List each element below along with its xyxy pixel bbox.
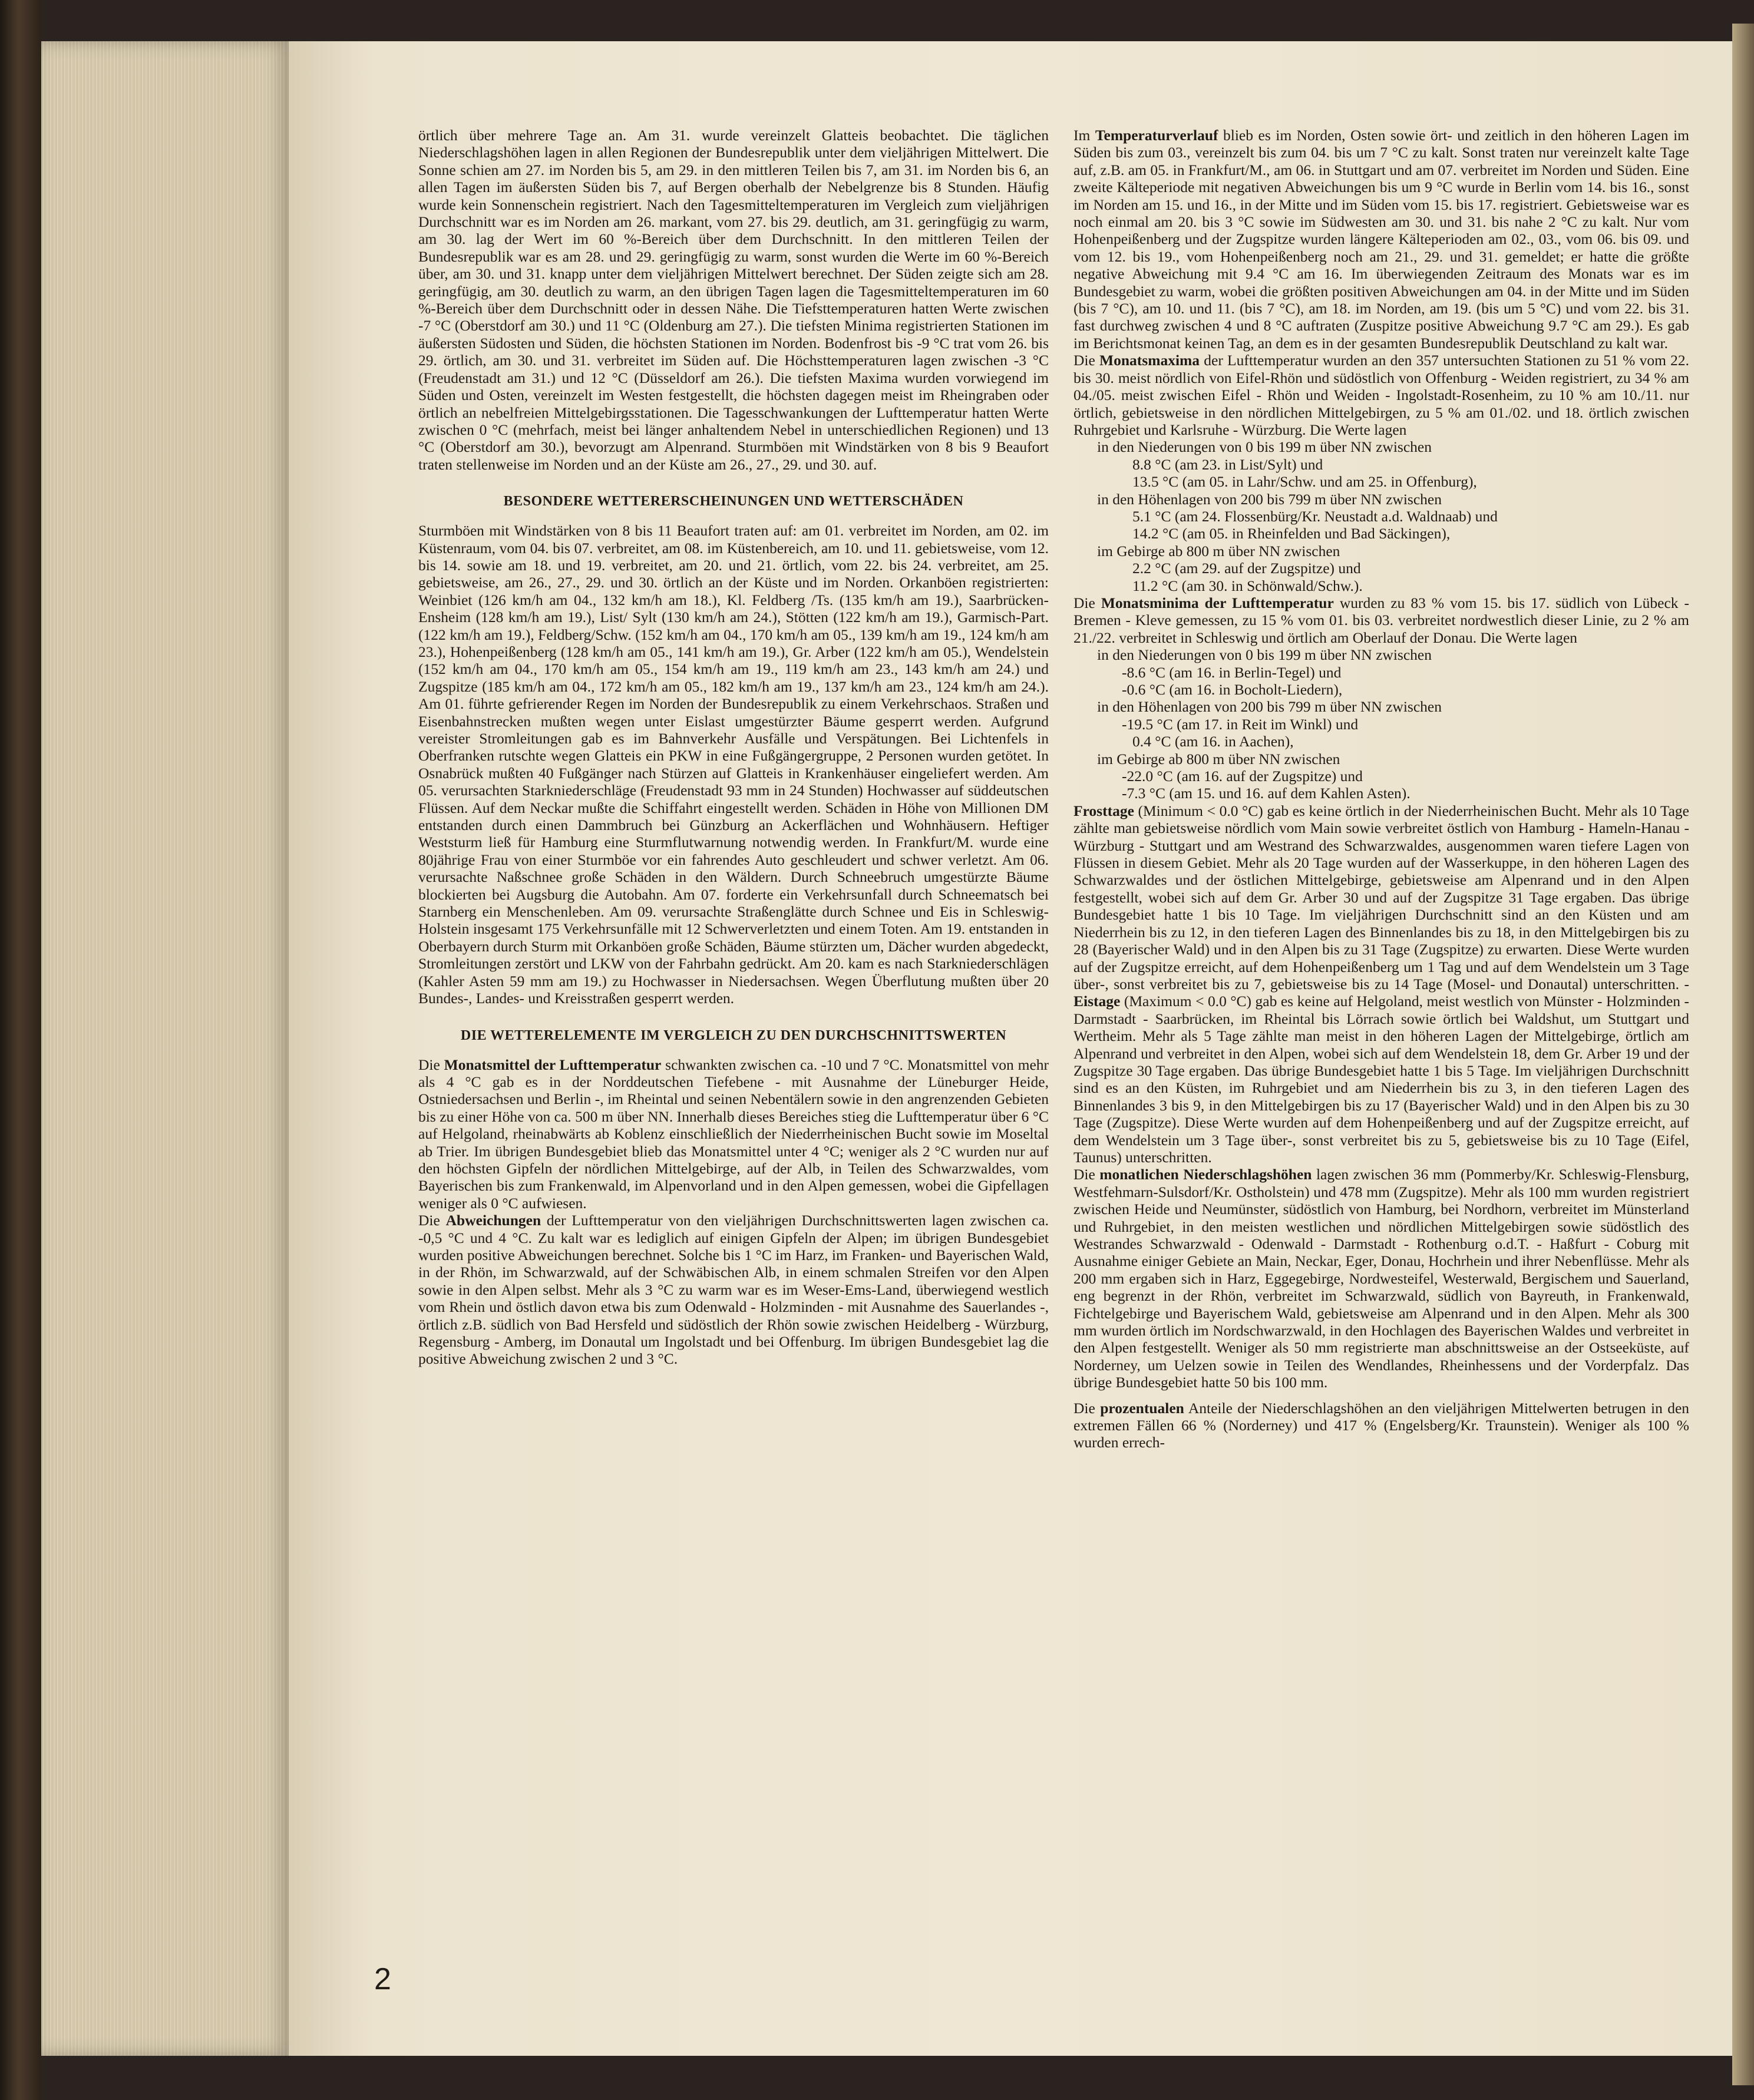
precipitation-percent-paragraph <box>1073 1400 1689 1451</box>
value-line: 8.8 °C (am 23. in List/Sylt) und <box>1132 455 1323 473</box>
monthly-mean-paragraph <box>418 1056 1049 1212</box>
para-keyword: Monatsminima der Lufttemperatur <box>1101 594 1334 611</box>
monthly-maxima-paragraph <box>1073 352 1689 438</box>
para-text: der Lufttemperatur wurden an den 357 untersuchten Stationen zu 51 % vom 22. bis 30. meist nördlich von Eifel-Rhön und südöstlich von Offenburg - Weiden registriert, zu 34 % am 04./05. meist zwischen Eifel - Rhön und Weiden - Ingolstadt-Rosenheim, zu 10 % am 10./11. nur örtlich, gebietsweise in den nördlichen Mittelgebirgen, zu 5 % am 01./02. und 18. örtlich zwischen Ruhrgebiet und Karlsruhe - Würzburg. Die Werte lagen <box>1073 352 1689 438</box>
right-column <box>1073 127 1689 1451</box>
para-text: blieb es im Norden, Osten sowie ört- und zeitlich in den höheren Lagen im Süden bis zum 03., vereinzelt bis zum 04. bis um 7 °C zu kalt. Sonst traten nur vereinzelt kalte Tage auf, z.B. am 05. in Frankfurt/M., am 06. in Stuttgart und am 07. verbreitet im Norden und Süden. Eine zweite Kälteperiode mit negativen Abweichungen bis um 9 °C wurde in Berlin vom 14. bis 16., sonst im Norden am 15. und 16., in der Mitte und im Süden vom 15. bis 17. registriert. Gebietsweise war es noch einmal am 20. bis 3 °C sowie im Südwesten am 30. und 31. bis nahe 2 °C zu kalt. Nur vom Hohenpeißenberg und der Zugspitze wurden längere Kälteperioden am 02., 03., vom 06. bis 09. und vom 12. bis 19., vom Hohenpeißenberg noch am 21., 29. und 31. gemeldet; er hatte die größte negative Abweichung mit 9.4 °C am 16. Im überwiegenden Zeitraum des Monats war es im Bundesgebiet zu warm, wobei die größten positiven Abweichungen am 04. in der Mitte und im Süden (bis 7 °C), am 10. und 11. (bis 7 °C), am 18. im Norden, am 19. (bis um 5 °C) und vom 22. bis 31. fast durchweg zwischen 4 und 8 °C auftraten (Zuspitze positive Abweichung 9.7 °C am 29.). Es gab im Berichtsmonat keinen Tag, an dem es in der gesamten Bundesrepublik Deutschland zu kalt war. <box>1073 127 1689 352</box>
maxima-list <box>1073 438 1689 594</box>
book-spine <box>0 0 41 2100</box>
para-lead: Im <box>1073 127 1091 144</box>
intro-paragraph: örtlich über mehrere Tage an. Am 31. wurde vereinzelt Glatteis beobachtet. Die täglichen Niederschlagshöhen lagen in allen Regionen der Bundesrepublik unter dem vieljährigen Mittelwert. Die Sonne schien am 27. im Norden bis 5, am 29. in den mittleren Teilen bis 7, am 31. im Norden bis 6, an allen Tagen im äußersten Süden bis 7, auf Bergen oberhalb der Nebelgrenze bis 8 Stunden. Häufig wurde kein Sonnenschein registriert. Nach den Tagesmitteltemperaturen im Vergleich zum vieljährigen Durchschnitt war es im Norden am 26. markant, vom 27. bis 29. deutlich, am 31. geringfügig zu warm, am 30. lag der Wert im 60 %-Bereich über dem Durchschnitt. In den mittleren Teilen der Bundesrepublik war es am 28. und 29. geringfügig zu warm, sonst wurden die Werte im 60 %-Bereich über, am 30. und 31. knapp unter dem vieljährigen Mittelwert berechnet. Der Süden zeigte sich am 28. geringfügig, am 30. deutlich zu warm, an den übrigen Tagen lagen die Tagesmitteltemperaturen im 60 %-Bereich über dem Durchschnitt oder in dessen Nähe. Die Tiefsttemperaturen hatten Werte zwischen -7 °C (Oberstdorf am 30.) und 11 °C (Oldenburg am 27.). Die tiefsten Minima registrierten Stationen im äußersten Südosten und Süden, die höchsten Stationen im Norden. Bodenfrost bis -9 °C trat vom 26. bis 29. örtlich, am 30. und 31. verbreitet im Süden auf. Die Höchsttemperaturen lagen zwischen -3 °C (Freudenstadt am 31.) und 12 °C (Düsseldorf am 26.). Die tiefsten Maxima wurden vorwiegend im Süden und Osten, vereinzelt im Westen festgestellt, die höchsten dagegen meist im Rheingraben oder örtlich an nebelfreien Mittelgebirgsstationen. Die Tagesschwankungen der Lufttemperatur hatten Werte zwischen 0 °C (mehrfach, meist bei länger anhaltendem Nebel in unterschiedlichen Regionen) und 13 °C (Oberstdorf am 30.), bevorzugt am Alpenrand. Sturmböen mit Windstärken von 8 bis 9 Beaufort traten stellenweise im Norden und an der Küste am 26., 27., 29. und 30. auf. <box>418 127 1049 473</box>
value-line: 5.1 °C (am 24. Flossenbürg/Kr. Neustadt a.d. Waldnaab) und <box>1132 507 1498 525</box>
value-line: 2.2 °C (am 29. auf der Zugspitze) und <box>1132 560 1361 577</box>
value-line: in den Niederungen von 0 bis 199 m über NN zwischen <box>1097 438 1432 456</box>
value-line: in den Niederungen von 0 bis 199 m über NN zwischen <box>1097 646 1432 664</box>
value-line: 0.4 °C (am 16. in Aachen), <box>1132 733 1294 750</box>
section-heading-weather-phenomena: BESONDERE WETTERERSCHEINUNGEN UND WETTERSCHÄDEN <box>503 494 964 510</box>
value-line: -8.6 °C (am 16. in Berlin-Tegel) und <box>1122 663 1342 681</box>
para-text: (Minimum < 0.0 °C) gab es keine örtlich in der Niederrheinischen Bucht. Mehr als 10 Tage zählte man gebietsweise nördlich vom Main sowie verbreitet östlich von Hamburg - Hameln-Hanau - Würzburg - Stuttgart und am Westrand des Schwarzwaldes, ausgenommen waren tiefere Lagen von Flüssen in diesem Gebiet. Mehr als 20 Tage wurden auf der Wasserkuppe, in den höheren Lagen des Schwarzwaldes und der östlichen Mittelgebirge, gebietsweise am Alpenrand und in den Alpen festgestellt, wobei sich auf dem Gr. Arber 30 und auf der Zugspitze 31 Tage ergaben. Das übrige Bundesgebiet hatte 1 bis 10 Tage. Im vieljährigen Durchschnitt sind an den Küsten und am Niederrhein bis zu 12, in den tieferen Lagen des Binnenlandes bis zu 18, in den Mittelgebirgen bis zu 28 (Bayerischer Wald) und in den Alpen bis zu 31 Tage (Zugspitze) zu erwarten. Diese Werte wurden auf der Zugspitze erreicht, auf dem Hohenpeißenberg um 1 Tag und auf dem Wendelstein um 3 Tage über-, sonst verbreitet bis zu 7, gebietsweise bis zu 14 Tage (Mosel- und Donautal) unterschritten. - <box>1073 802 1690 993</box>
temperature-course-paragraph <box>1073 127 1689 352</box>
para-text: schwankten zwischen ca. -10 und 7 °C. Monatsmittel von mehr als 4 °C gab es in der Norddeutschen Tiefebene - mit Ausnahme der Lüneburger Heide, Ostniedersachsen und Berlin -, im Rheintal und seinen Nebentälern sowie in den angrenzenden Gebieten bis zu einer Höhe von ca. 500 m über NN. Innerhalb dieses Bereiches stieg die Lufttemperatur über 6 °C auf Helgoland, rheinabwärts ab Koblenz einschließlich der Niederrheinischen Bucht sowie im Moseltal ab Trier. Im übrigen Bundesgebiet blieb das Monatsmittel unter 4 °C; weniger als 2 °C wurden nur auf den höchsten Gipfeln der nördlichen Mittelgebirge, auf der Alb, in Teilen des Schwarzwaldes, vom Bayerischen bis zum Frankenwald, im Alpenvorland und in den Alpen gemessen, wobei die Gipfellagen weniger als 0 °C aufwiesen. <box>418 1056 1049 1212</box>
value-line: -22.0 °C (am 16. auf der Zugspitze) und <box>1122 768 1363 785</box>
left-column <box>418 127 1049 1368</box>
value-line: in den Höhenlagen von 200 bis 799 m über NN zwischen <box>1097 490 1442 508</box>
value-line: im Gebirge ab 800 m über NN zwischen <box>1097 542 1340 560</box>
para-keyword: monatlichen Niederschlagshöhen <box>1099 1166 1312 1183</box>
para-text: (Maximum < 0.0 °C) gab es keine auf Helgoland, meist westlich von Münster - Holzminden - Darmstadt - Saarbrücken, im Rheintal bis Lörrach sowie örtlich bei Waldshut, um Stuttgart und Wertheim. Mehr als 5 Tage zählte man meist in den höheren Lagen der Mittelgebirge, örtlich am Alpenrand und verbreitet in den Alpen, wobei sich auf dem Wendelstein 18, dem Gr. Arber 19 und der Zugspitze 30 Tage ergaben. Das übrige Bundesgebiet hatte 1 bis 5 Tage. Im vieljährigen Durchschnitt sind es an den Küsten, im Ruhrgebiet und am Niederrhein bis zu 3, in den tieferen Lagen des Binnenlandes 3 bis 9, in den Mittelgebirgen bis zu 17 (Bayerischer Wald) und in den Alpen bis zu 30 Tage (Zugspitze). Diese Werte wurden auf dem Hohenpeißenberg und auf der Zugspitze erreicht, auf dem Wendelstein um 3 Tage über-, sonst verbreitet bis zu 5, gebietsweise bis zu 10 Tage (Eifel, Taunus) unterschritten. <box>1073 993 1690 1166</box>
para-lead: Die <box>1073 594 1095 611</box>
page-number: 2 <box>374 1962 391 1996</box>
deviations-paragraph <box>418 1212 1049 1368</box>
para-keyword: Monatsmittel der Lufttemperatur <box>444 1056 662 1073</box>
value-line: im Gebirge ab 800 m über NN zwischen <box>1097 750 1340 768</box>
para-lead: Die <box>1073 352 1095 369</box>
para-lead: Die <box>418 1212 440 1229</box>
para-keyword: Temperaturverlauf <box>1095 127 1218 144</box>
para-lead: Die <box>418 1056 440 1073</box>
monthly-minima-paragraph <box>1073 594 1689 646</box>
minima-list <box>1073 646 1689 802</box>
value-line: 11.2 °C (am 30. in Schönwald/Schw.). <box>1132 577 1363 594</box>
page-edges <box>41 41 289 2056</box>
para-keyword: prozentualen <box>1100 1399 1184 1417</box>
value-line: -19.5 °C (am 17. in Reit im Winkl) und <box>1122 715 1359 733</box>
para-keyword: Eistage <box>1073 993 1121 1010</box>
value-line: 13.5 °C (am 05. in Lahr/Schw. und am 25. in Offenburg), <box>1132 473 1477 491</box>
value-line: -0.6 °C (am 16. in Bocholt-Liedern), <box>1122 681 1343 698</box>
para-text: wurden zu 83 % vom 15. bis 17. südlich von Lübeck - Bremen - Kleve gemessen, zu 15 % vom 01. bis 03. verbreitet nordwestlich dieser Linie, zu 2 % am 21./22. verbreitet in Schleswig und örtlich am Oberlauf der Donau. Die Werte lagen <box>1073 594 1690 646</box>
value-line: in den Höhenlagen von 200 bis 799 m über NN zwischen <box>1097 698 1442 716</box>
next-page-edge <box>1732 24 1754 2085</box>
value-line: 14.2 °C (am 05. in Rheinfelden und Bad Säckingen), <box>1132 525 1451 543</box>
precipitation-paragraph <box>1073 1166 1689 1391</box>
para-text: lagen zwischen 36 mm (Pommerby/Kr. Schleswig-Flensburg, Westfehmarn-Sulsdorf/Kr. Ostholstein) und 478 mm (Zugspitze). Mehr als 100 mm wurden registriert zwischen Heide und Neumünster, südöstlich von Hamburg, bei Nordhorn, verbreitet im Münsterland und Ruhrgebiet, in den meisten westlichen und nördlichen Mittelgebirgen sowie südöstlich des Westrandes Schwarzwald - Odenwald - Darmstadt - Rothenburg o.d.T. - Haßfurt - Coburg mit Ausnahme einiger Gebiete an Main, Neckar, Eger, Donau, Hochrhein und ihrer Nebenflüsse. Mehr als 200 mm ergaben sich in Harz, Eggegebirge, Nordwesteifel, Westerwald, Bergischem und Sauerland, eng begrenzt in der Rhön, verbreitet im Schwarzwald, südlich von Bayreuth, in Frankenwald, Fichtelgebirge und Bayerischem Wald, gebietsweise am Alpenrand und in den Alpen. Mehr als 300 mm wurden örtlich im Nordschwarzwald, in den Hochlagen des Bayerischen Waldes und verbreitet in den Alpen festgestellt. Weniger als 50 mm registrierte man abschnittsweise an der Ostseeküste, auf Norderney, um Uelzen sowie in Teilen des Wendlandes, Rheinhessens und der Vorderpfalz. Das übrige Bundesgebiet hatte 50 bis 100 mm. <box>1073 1166 1690 1391</box>
para-text: Anteile der Niederschlagshöhen an den vieljährigen Mittelwerten betrugen in den extremen Fällen 66 % (Norderney) und 417 % (Engelsberg/Kr. Traunstein). Weniger als 100 % wurden errech- <box>1073 1399 1690 1451</box>
weather-damage-paragraph: Sturmböen mit Windstärken von 8 bis 11 Beaufort traten auf: am 01. verbreitet im Norden, am 02. im Küstenraum, vom 04. bis 07. verbreitet, am 08. im Küstenbereich, am 10. und 11. gebietsweise, vom 12. bis 14. sowie am 18. und 19. verbreitet, am 20. und 21. örtlich, vom 22. bis 24. verbreitet, am 25. gebietsweise, am 26., 27., 29. und 30. örtlich an der Küste und im Norden. Orkanböen registrierten: Weinbiet (126 km/h am 04., 132 km/h am 18.), Kl. Feldberg /Ts. (135 km/h am 19.), Saarbrücken-Ensheim (128 km/h am 19.), List/ Sylt (130 km/h am 24.), Stötten (122 km/h am 19.), Garmisch-Part. (122 km/h am 19.), Feldberg/Schw. (152 km/h am 04., 170 km/h am 05., 139 km/h am 19., 124 km/h am 23.), Hohenpeißenberg (128 km/h am 05., 141 km/h am 19.), Gr. Arber (122 km/h am 05.), Wendelstein (152 km/h am 04., 170 km/h am 05., 154 km/h am 19., 119 km/h am 23., 143 km/h am 24.) und Zugspitze (185 km/h am 04., 172 km/h am 05., 182 km/h am 19., 137 km/h am 23., 124 km/h am 24.). Am 01. führte gefrierender Regen im Norden der Bundesrepublik zu einem Verkehrschaos. Straßen und Eisenbahnstrecken mußten wegen unter Eislast umgestürzter Bäume gesperrt werden. Aufgrund vereister Stromleitungen gab es im Bahnverkehr Ausfälle und Verspätungen. Bei Lichtenfels in Oberfranken rutschte wegen Glatteis ein PKW in eine Fußgängergruppe, 2 Personen wurden getötet. In Osnabrück mußten 40 Fußgänger nach Stürzen auf Glatteis in Krankenhäuser eingeliefert werden. Am 05. verursachten Starkniederschläge (Freudenstadt 93 mm in 24 Stunden) Hochwasser auf süddeutschen Flüssen. Auf dem Neckar mußte die Schiffahrt eingestellt werden. Schäden in Höhe von Millionen DM entstanden durch einen Dammbruch bei Günzburg an Ackerflächen und Wohnhäusern. Heftiger Weststurm ließ für Hamburg eine Sturmflutwarnung notwendig werden. In Frankfurt/M. wurde eine 80jährige Frau von einer Sturmböe vor ein fahrendes Auto geschleudert und schwer verletzt. Am 06. verursachte Naßschnee große Schäden in den Wäldern. Durch Schneebruch umgestürzte Bäume blockierten bei Augsburg die Autobahn. Am 07. forderte ein Verkehrsunfall durch Schneematsch bei Starnberg ein Menschenleben. Am 09. verursachte Straßenglätte durch Schnee und Eis in Schleswig-Holstein insgesamt 175 Verkehrsunfälle mit 12 Schwerverletzten und einem Toten. Am 19. entstanden in Oberbayern durch Sturm mit Orkanböen große Schäden, Bäume stürzten um, Dächer wurden abgedeckt, Stromleitungen zerstört und LKW von der Fahrbahn gedrückt. Am 20. kam es nach Starkniederschlägen (Kahler Asten 59 mm am 19.) zu Hochwasser in Niedersachsen. Wegen Überflutung mußten über 20 Bundes-, Landes- und Kreisstraßen gesperrt werden. <box>418 522 1049 1007</box>
para-lead: Die <box>1073 1166 1095 1183</box>
para-keyword: Frosttage <box>1073 802 1134 819</box>
para-keyword: Abweichungen <box>445 1212 541 1229</box>
frost-days-paragraph <box>1073 802 1689 1166</box>
section-heading-weather-elements: DIE WETTERELEMENTE IM VERGLEICH ZU DEN DURCHSCHNITTSWERTEN <box>460 1027 1007 1043</box>
para-lead: Die <box>1073 1399 1095 1417</box>
value-line: -7.3 °C (am 15. und 16. auf dem Kahlen Asten). <box>1122 785 1411 802</box>
para-keyword: Monatsmaxima <box>1099 352 1200 369</box>
para-text: der Lufttemperatur von den vieljährigen Durchschnittswerten lagen zwischen ca. -0,5 °C und 4 °C. Zu kalt war es lediglich auf einigen Gipfeln der Alpen; im übrigen Bundesgebiet wurden positive Abweichungen berechnet. Solche bis 1 °C im Harz, im Franken- und Bayerischen Wald, in der Rhön, im Schwarzwald, auf der Schwäbischen Alb, in einem schmalen Streifen vor den Alpen sowie in den Alpen selbst. Mehr als 3 °C zu warm war es im Weser-Ems-Land, überwiegend westlich vom Rhein und östlich davon etwa bis zum Odenwald - Holzminden - mit Ausnahme des Sauerlandes -, örtlich z.B. südlich von Bad Hersfeld und südöstlich der Rhön sowie zwischen Heidelberg - Würzburg, Regensburg - Amberg, im Donautal um Ingolstadt und bei Offenburg. Im übrigen Bundesgebiet lag die positive Abweichung zwischen 2 und 3 °C. <box>418 1212 1049 1368</box>
